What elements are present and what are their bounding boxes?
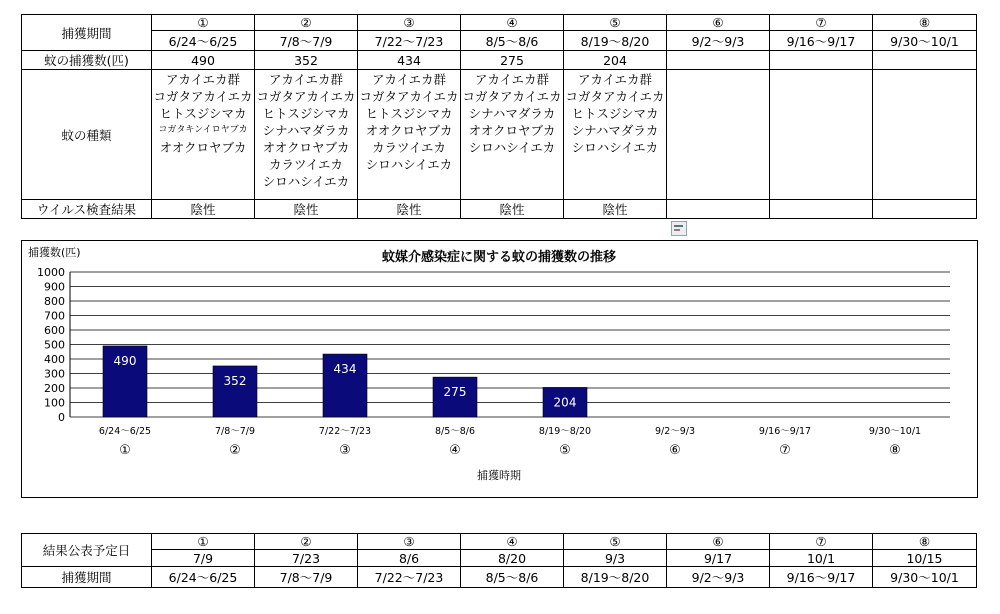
species-item: アカイエカ群 <box>268 72 343 87</box>
species-item: オオクロヤブカ <box>262 140 350 155</box>
capture-period-cell: 9/30～10/1 <box>873 31 977 51</box>
species-item: シロハシイエカ <box>571 140 659 155</box>
y-tick-label: 1000 <box>37 266 65 279</box>
species-list <box>770 70 873 200</box>
capture-period-cell: 8/5～8/6 <box>461 567 564 588</box>
mosquito-count-cell: 204 <box>564 51 667 70</box>
mosquito-count-cell <box>770 51 873 70</box>
col-number: ④ <box>461 534 564 550</box>
col-number: ③ <box>358 15 461 31</box>
col-number: ① <box>152 15 255 31</box>
bar-value-label: 204 <box>553 395 577 410</box>
species-list <box>152 70 255 200</box>
col-number: ⑥ <box>667 15 770 31</box>
species-item: シナハマダラカ <box>571 123 659 138</box>
x-tick-number: ③ <box>339 443 351 458</box>
virus-test-result: 陰性 <box>358 200 461 219</box>
chart-container <box>21 240 978 498</box>
species-item: カラツイエカ <box>372 140 446 155</box>
species-item: アカイエカ群 <box>371 72 446 87</box>
capture-period-cell: 9/16～9/17 <box>770 31 873 51</box>
x-tick-number: ① <box>119 443 131 458</box>
col-number: ⑦ <box>770 534 873 550</box>
y-tick-label: 700 <box>44 309 65 323</box>
capture-period-cell: 8/19～8/20 <box>564 31 667 51</box>
col-number: ① <box>152 534 255 550</box>
species-item: オオクロヤブカ <box>468 123 556 138</box>
species-list <box>255 70 358 200</box>
virus-test-result: 陰性 <box>461 200 564 219</box>
schedule-table <box>21 533 977 588</box>
x-tick-number: ④ <box>449 443 461 458</box>
publication-date-cell: 7/23 <box>255 550 358 567</box>
bar-value-label: 490 <box>113 353 137 368</box>
species-item: ヒトスジシマカ <box>262 106 350 121</box>
capture-period-cell: 7/22～7/23 <box>358 31 461 51</box>
publication-date-cell: 8/20 <box>461 550 564 567</box>
x-axis-label: 捕獲時期 <box>477 469 521 482</box>
x-tick-label: 7/8～7/9 <box>214 426 256 437</box>
capture-period-cell: 6/24～6/25 <box>152 567 255 588</box>
species-item: ヒトスジシマカ <box>159 106 247 121</box>
y-tick-label: 300 <box>44 367 65 381</box>
publication-date-header: 結果公表予定日 <box>22 534 152 567</box>
mosquito-count-cell: 275 <box>461 51 564 70</box>
col-number: ③ <box>358 534 461 550</box>
species-item: アカイエカ群 <box>165 72 240 87</box>
x-tick-label: 9/2～9/3 <box>654 426 696 437</box>
y-tick-label: 600 <box>44 324 65 337</box>
species-list <box>873 70 977 200</box>
species-item: ヒトスジシマカ <box>365 106 453 121</box>
virus-test-result: 陰性 <box>255 200 358 219</box>
mosquito-species-header: 蚊の種類 <box>22 70 152 200</box>
y-tick-label: 400 <box>44 353 65 366</box>
species-item: オオクロヤブカ <box>365 123 453 138</box>
mosquito-count-chart <box>22 241 977 497</box>
col-number: ② <box>255 15 358 31</box>
bar-value-label: 275 <box>443 385 467 400</box>
x-tick-label: 9/16～9/17 <box>758 426 812 437</box>
x-tick-number: ⑤ <box>559 443 571 458</box>
species-item: シロハシイエカ <box>262 174 350 189</box>
species-item: コガタアカイエカ <box>462 89 562 104</box>
y-tick-label: 500 <box>44 338 65 352</box>
publication-date-cell: 9/3 <box>564 550 667 567</box>
species-item: コガタアカイエカ <box>153 89 253 104</box>
capture-period-cell: 7/8～7/9 <box>255 567 358 588</box>
species-item: コガタアカイエカ <box>256 89 356 104</box>
col-number: ⑤ <box>564 534 667 550</box>
publication-date-cell: 7/9 <box>152 550 255 567</box>
y-tick-label: 200 <box>44 382 65 395</box>
species-list <box>564 70 667 200</box>
col-number: ④ <box>461 15 564 31</box>
species-item: コガタアカイエカ <box>359 89 459 104</box>
species-item: ヒトスジシマカ <box>571 106 659 121</box>
capture-period-cell: 7/22～7/23 <box>358 567 461 588</box>
y-tick-label: 0 <box>58 411 65 424</box>
virus-test-result: 陰性 <box>152 200 255 219</box>
col-number: ⑧ <box>873 15 977 31</box>
publication-date-cell: 8/6 <box>358 550 461 567</box>
virus-test-result <box>873 200 977 219</box>
capture-period-cell: 6/24～6/25 <box>152 31 255 51</box>
y-axis-label: 捕獲数(匹) <box>28 246 81 259</box>
publication-date-cell: 10/15 <box>873 550 977 567</box>
capture-period-cell: 9/2～9/3 <box>667 31 770 51</box>
chart-title: 蚊媒介感染症に関する蚊の捕獲数の推移 <box>381 250 617 265</box>
col-number: ② <box>255 534 358 550</box>
col-number: ⑧ <box>873 534 977 550</box>
capture-period-header: 捕獲期間 <box>22 567 152 588</box>
capture-period-cell: 9/16～9/17 <box>770 567 873 588</box>
x-tick-number: ⑦ <box>779 443 791 458</box>
species-list <box>667 70 770 200</box>
species-list <box>358 70 461 200</box>
x-tick-number: ⑧ <box>889 443 901 458</box>
mosquito-count-cell: 434 <box>358 51 461 70</box>
capture-period-cell: 8/5～8/6 <box>461 31 564 51</box>
x-tick-label: 9/30～10/1 <box>868 426 922 437</box>
mosquito-count-cell: 490 <box>152 51 255 70</box>
capture-period-cell: 9/2～9/3 <box>667 567 770 588</box>
species-item: オオクロヤブカ <box>159 140 247 155</box>
y-tick-label: 900 <box>44 280 65 294</box>
virus-test-result <box>667 200 770 219</box>
x-tick-label: 8/5～8/6 <box>434 426 476 437</box>
col-number: ⑤ <box>564 15 667 31</box>
mosquito-count-header: 蚊の捕獲数(匹) <box>22 51 152 70</box>
x-tick-label: 6/24～6/25 <box>98 426 152 437</box>
virus-test-header: ウイルス検査結果 <box>22 200 152 219</box>
x-tick-number: ⑥ <box>669 443 681 458</box>
capture-period-header: 捕獲期間 <box>22 15 152 51</box>
col-number: ⑦ <box>770 15 873 31</box>
species-item: アカイエカ群 <box>577 72 652 87</box>
species-item: コガタキンイロヤブカ <box>158 125 248 135</box>
y-tick-label: 100 <box>44 396 65 410</box>
mosquito-count-cell: 352 <box>255 51 358 70</box>
y-tick-label: 800 <box>44 295 65 308</box>
species-item: アカイエカ群 <box>474 72 549 87</box>
species-item: カラツイエカ <box>269 157 343 172</box>
virus-test-result: 陰性 <box>564 200 667 219</box>
x-tick-label: 7/22～7/23 <box>318 426 372 437</box>
species-list <box>461 70 564 200</box>
mosquito-count-cell <box>667 51 770 70</box>
chart-options-icon[interactable] <box>671 221 687 236</box>
species-item: シロハシイエカ <box>468 140 556 155</box>
virus-test-result <box>770 200 873 219</box>
bar-value-label: 434 <box>333 362 357 377</box>
species-item: コガタアカイエカ <box>565 89 665 104</box>
x-tick-number: ② <box>229 443 241 458</box>
species-item: シロハシイエカ <box>365 157 453 172</box>
capture-period-cell: 8/19～8/20 <box>564 567 667 588</box>
bar-value-label: 352 <box>223 373 247 388</box>
publication-date-cell: 10/1 <box>770 550 873 567</box>
species-item: シナハマダラカ <box>262 123 350 138</box>
mosquito-count-cell <box>873 51 977 70</box>
capture-period-cell: 9/30～10/1 <box>873 567 977 588</box>
species-item: シナハマダラカ <box>468 106 556 121</box>
capture-period-cell: 7/8～7/9 <box>255 31 358 51</box>
x-tick-label: 8/19～8/20 <box>538 426 592 437</box>
publication-date-cell: 9/17 <box>667 550 770 567</box>
survey-table <box>21 14 977 219</box>
col-number: ⑥ <box>667 534 770 550</box>
